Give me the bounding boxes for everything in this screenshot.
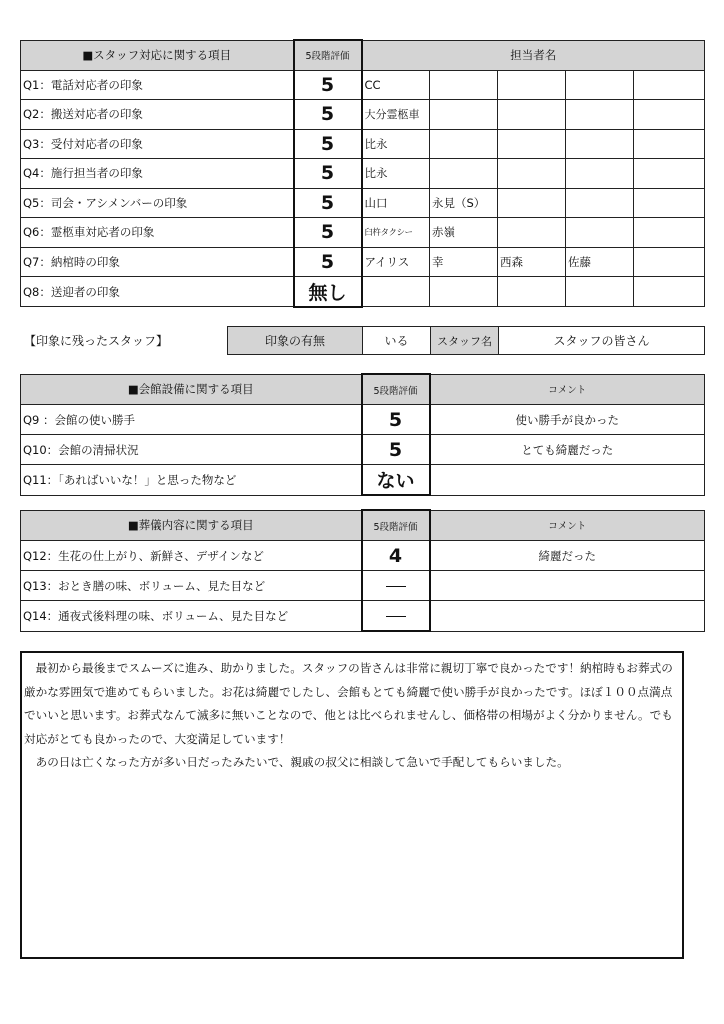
question-label: Q5：司会・アシメンバーの印象 (21, 188, 294, 218)
staff-cell (430, 70, 498, 100)
facility-section-header: ■会館設備に関する項目 (21, 374, 362, 405)
staff-cell (498, 100, 566, 130)
question-label: Q14：通夜式後料理の味、ボリューム、見た目など (21, 601, 362, 632)
staff-cell (634, 159, 705, 189)
score-value: 5 (294, 70, 362, 100)
question-label: Q4：施行担当者の印象 (21, 159, 294, 189)
staff-cell (430, 159, 498, 189)
dash-mark (386, 586, 406, 587)
staff-cell: 佐藤 (566, 247, 634, 277)
score-value: 5 (362, 435, 430, 465)
staff-cell (634, 247, 705, 277)
question-label: Q3：受付対応者の印象 (21, 129, 294, 159)
table-row (21, 601, 705, 632)
funeral-comment-header: コメント (430, 510, 705, 541)
score-value: 5 (362, 405, 430, 435)
staff-cell (634, 218, 705, 248)
presence-value: いる (363, 327, 431, 355)
question-label: Q10：会館の清掃状況 (21, 435, 362, 465)
comment-cell (430, 571, 705, 601)
score-value (362, 601, 430, 632)
staff-cell: 幸 (430, 247, 498, 277)
staff-cell (634, 129, 705, 159)
staff-cell (498, 188, 566, 218)
question-label: Q2：搬送対応者の印象 (21, 100, 294, 130)
impression-table (227, 326, 705, 355)
staff-cell (566, 159, 634, 189)
facility-evaluation-table (20, 373, 705, 496)
staff-cell: 西森 (498, 247, 566, 277)
staff-rating-header: 5段階評価 (294, 40, 362, 70)
table-row (21, 405, 705, 435)
staff-cell (566, 277, 634, 307)
score-value (362, 571, 430, 601)
staff-cell (498, 70, 566, 100)
funeral-rating-header: 5段階評価 (362, 510, 430, 541)
comment-paragraph: 最初から最後までスムーズに進み、助かりました。スタッフの皆さんは非常に親切丁寧で良かったです！納棺時もお葬式の厳かな雰囲気で進めてもらいました。お花は綺麗でしたし、会館もとても綺麗で使い勝手が良かったです。ほぼ１００点満点でいいと思います。お葬式なんて滅多に無いことなので、他とは比べられませんし、価格帯の相場がよく分かりません。でも対応がとても良かったので、大変満足しています！ (24, 661, 673, 746)
funeral-evaluation-table (20, 509, 705, 632)
facility-comment-header: コメント (430, 374, 705, 405)
question-label: Q1：電話対応者の印象 (21, 70, 294, 100)
staff-name-header: スタッフ名 (431, 327, 499, 355)
comment-cell: とても綺麗だった (430, 435, 705, 465)
staff-section-header: ■スタッフ対応に関する項目 (21, 40, 294, 70)
staff-cell (566, 129, 634, 159)
table-row (21, 541, 705, 571)
staff-cell (430, 129, 498, 159)
score-value: 5 (294, 100, 362, 130)
staff-cell (566, 188, 634, 218)
staff-cell: CC (362, 70, 430, 100)
staff-name-header: 担当者名 (362, 40, 705, 70)
free-comment-box (20, 651, 684, 959)
staff-cell (498, 218, 566, 248)
table-row (21, 435, 705, 465)
staff-name-value: スタッフの皆さん (499, 327, 705, 355)
staff-evaluation-table (20, 39, 705, 308)
question-label: Q11：「あればいいな！」と思った物など (21, 465, 362, 496)
staff-cell (634, 100, 705, 130)
staff-cell (362, 277, 430, 307)
score-value: 5 (294, 188, 362, 218)
comment-cell (430, 465, 705, 496)
comment-cell: 使い勝手が良かった (430, 405, 705, 435)
table-row (21, 465, 705, 496)
facility-rating-header: 5段階評価 (362, 374, 430, 405)
staff-cell (634, 188, 705, 218)
staff-cell (566, 100, 634, 130)
staff-cell: 山口 (362, 188, 430, 218)
staff-cell (498, 277, 566, 307)
question-label: Q13：おとき膳の味、ボリューム、見た目など (21, 571, 362, 601)
staff-cell: 赤嶺 (430, 218, 498, 248)
question-label: Q6：霊柩車対応者の印象 (21, 218, 294, 248)
impression-label: 【印象に残ったスタッフ】 (24, 334, 169, 348)
presence-header: 印象の有無 (228, 327, 363, 355)
table-row (21, 277, 705, 307)
question-label: Q7：納棺時の印象 (21, 247, 294, 277)
staff-cell: アイリス (362, 247, 430, 277)
table-row (228, 327, 705, 355)
score-value: 5 (294, 129, 362, 159)
score-value: ない (362, 465, 430, 496)
table-row (21, 571, 705, 601)
score-value: 無し (294, 277, 362, 307)
staff-cell: 比永 (362, 159, 430, 189)
table-row (21, 188, 705, 218)
table-row (21, 218, 705, 248)
table-row (21, 129, 705, 159)
staff-cell (566, 70, 634, 100)
table-row (21, 247, 705, 277)
staff-cell (634, 277, 705, 307)
comment-cell (430, 601, 705, 632)
score-value: 5 (294, 218, 362, 248)
staff-cell (498, 159, 566, 189)
staff-cell (566, 218, 634, 248)
staff-cell: 比永 (362, 129, 430, 159)
score-value: 4 (362, 541, 430, 571)
table-row (21, 100, 705, 130)
staff-cell (430, 277, 498, 307)
staff-cell: 永見（S） (430, 188, 498, 218)
table-row (21, 70, 705, 100)
staff-cell: 大分霊柩車 (362, 100, 430, 130)
score-value: 5 (294, 247, 362, 277)
staff-cell (430, 100, 498, 130)
comment-paragraph: あの日は亡くなった方が多い日だったみたいで、親戚の叔父に相談して急いで手配してもらいました。 (35, 755, 569, 769)
question-label: Q9 ：会館の使い勝手 (21, 405, 362, 435)
question-label: Q8：送迎者の印象 (21, 277, 294, 307)
staff-cell (498, 129, 566, 159)
dash-mark (386, 616, 406, 617)
funeral-section-header: ■葬儀内容に関する項目 (21, 510, 362, 541)
score-value: 5 (294, 159, 362, 189)
staff-cell: 臼杵タクシー (362, 218, 430, 248)
staff-cell (634, 70, 705, 100)
comment-cell: 綺麗だった (430, 541, 705, 571)
table-row (21, 159, 705, 189)
question-label: Q12：生花の仕上がり、新鮮さ、デザインなど (21, 541, 362, 571)
